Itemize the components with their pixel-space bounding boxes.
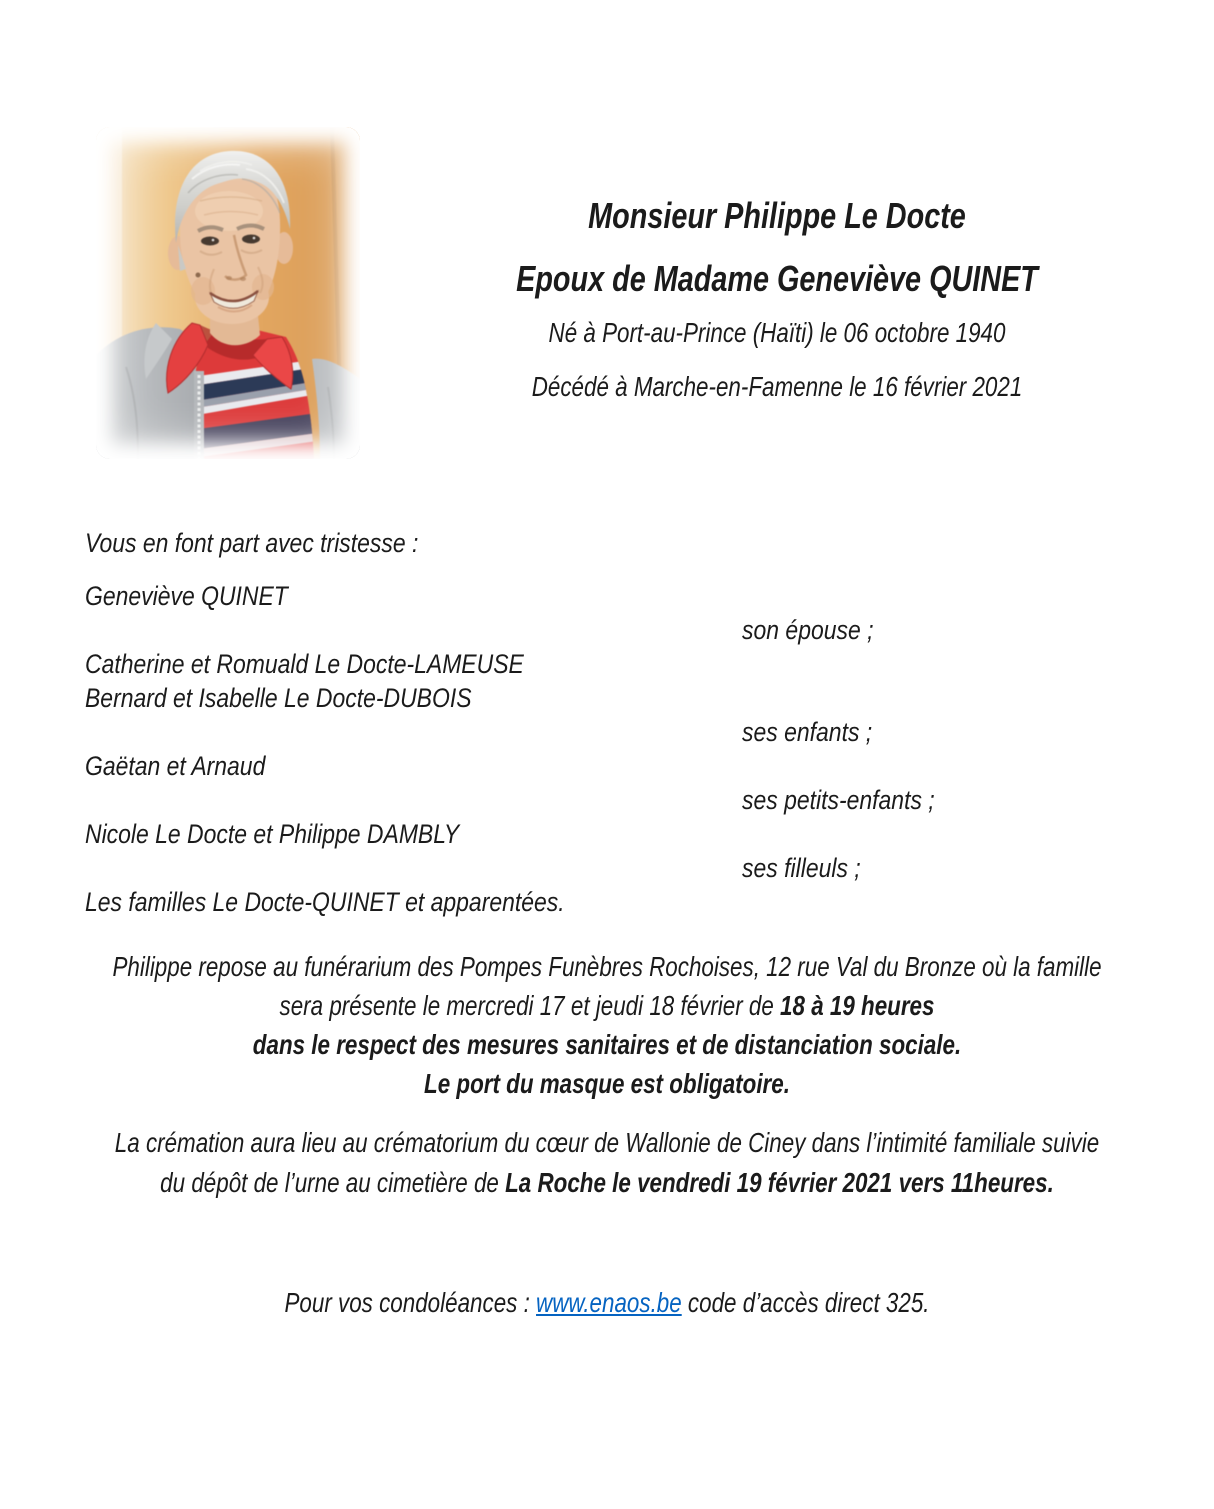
portrait-illustration bbox=[96, 127, 360, 459]
condolences-suffix: code d’accès direct 325. bbox=[681, 1287, 930, 1318]
wake-line-4: Le port du masque est obligatoire. bbox=[424, 1068, 790, 1099]
portrait-photo bbox=[96, 127, 360, 459]
cremation-line-2 bbox=[160, 1165, 1054, 1201]
family-name: Bernard et Isabelle Le Docte-DUBOIS bbox=[85, 683, 472, 713]
condolences-line bbox=[284, 1285, 929, 1321]
family-relation: son épouse ; bbox=[742, 615, 874, 645]
cremation-line-2-normal: du dépôt de l’urne au cimetière de bbox=[160, 1167, 506, 1198]
cremation-line-1: La crémation aura lieu au crématorium du cœur de Wallonie de Ciney dans l’intimité familiale suivie bbox=[114, 1127, 1100, 1158]
zipper bbox=[194, 371, 204, 459]
deceased-name: Monsieur Philippe Le Docte bbox=[588, 195, 966, 236]
cremation-line-2-bold: La Roche le vendredi 19 février 2021 vers 11heures. bbox=[505, 1167, 1054, 1198]
enaos-link[interactable]: www.enaos.be bbox=[536, 1287, 682, 1318]
family-name: Nicole Le Docte et Philippe DAMBLY bbox=[85, 819, 460, 849]
family-intro: Vous en font part avec tristesse : bbox=[85, 528, 419, 558]
spouse-line: Epoux de Madame Geneviève QUINET bbox=[516, 258, 1038, 299]
family-name: Geneviève QUINET bbox=[85, 581, 288, 611]
wake-line-2 bbox=[280, 988, 935, 1024]
family-relation: ses petits-enfants ; bbox=[742, 785, 935, 815]
wake-line-2-bold: 18 à 19 heures bbox=[780, 990, 935, 1021]
family-relation: ses filleuls ; bbox=[742, 853, 861, 883]
condolences-prefix: Pour vos condoléances : bbox=[284, 1287, 537, 1318]
wake-line-1: Philippe repose au funérarium des Pompes Funèbres Rochoises, 12 rue Val du Bronze où la famille bbox=[112, 951, 1102, 982]
family-relation: ses enfants ; bbox=[742, 717, 873, 747]
birth-line: Né à Port-au-Prince (Haïti) le 06 octobre 1940 bbox=[548, 317, 1006, 348]
family-name: Catherine et Romuald Le Docte-LAMEUSE bbox=[85, 649, 524, 679]
wake-line-3: dans le respect des mesures sanitaires et de distanciation sociale. bbox=[252, 1029, 962, 1060]
wake-line-2-normal: sera présente le mercredi 17 et jeudi 18 février de bbox=[279, 990, 781, 1021]
family-section bbox=[85, 527, 1139, 919]
family-closing: Les familles Le Docte-QUINET et apparentées. bbox=[85, 887, 565, 917]
death-line: Décédé à Marche-en-Famenne le 16 février 2021 bbox=[531, 371, 1023, 402]
family-name: Gaëtan et Arnaud bbox=[85, 751, 266, 781]
